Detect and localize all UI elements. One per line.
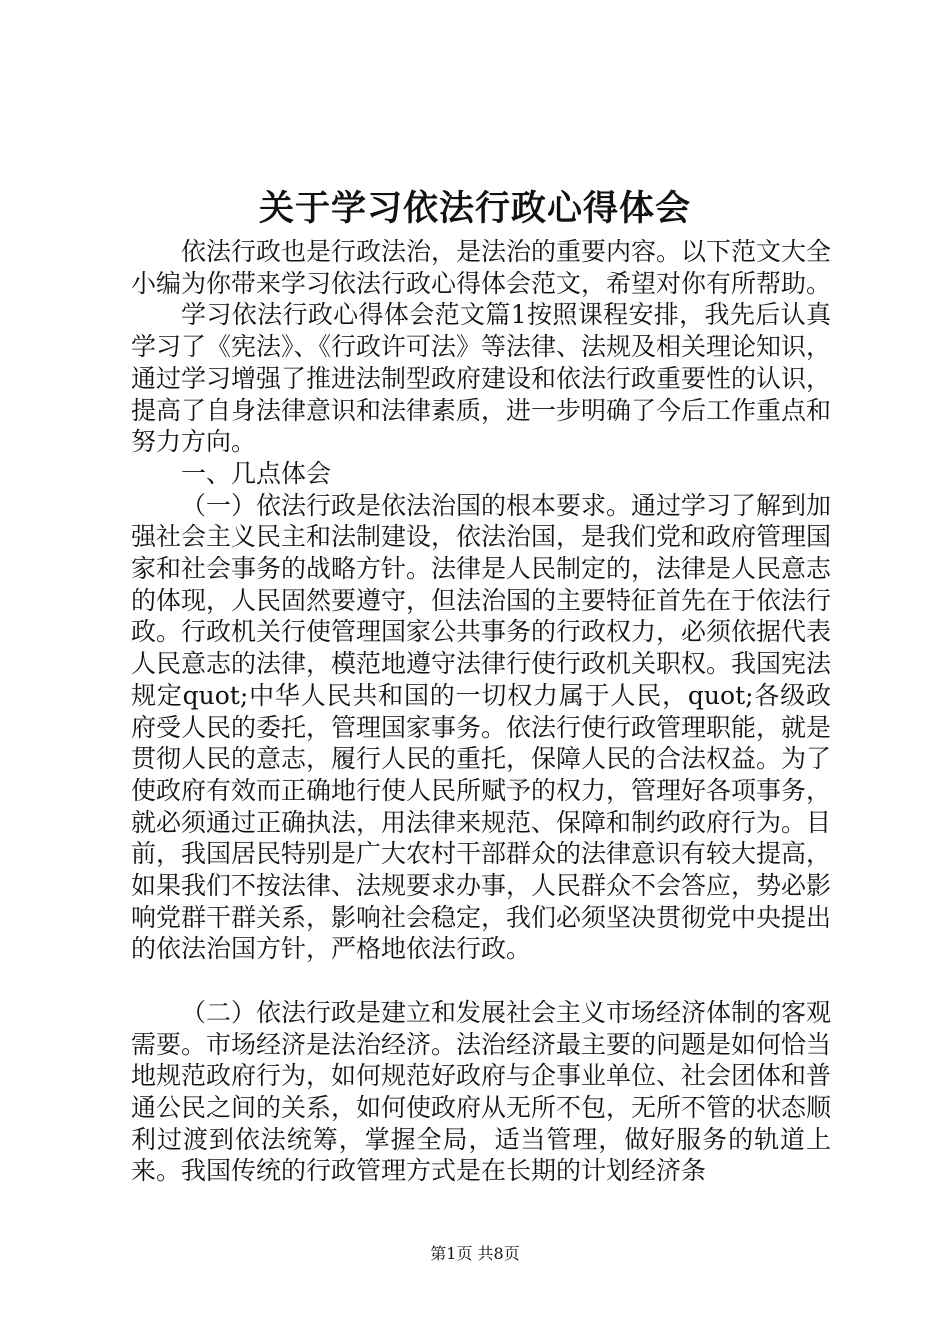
essay-opening-paragraph: 学习依法行政心得体会范文篇1按照课程安排，我先后认真学习了《宪法》、《行政许可法》等法律、法规及相关理论知识，通过学习增强了推进法制型政府建设和依法行政重要性的认识，提高了自身法律意识和法律素质，进一步明确了今后工作重点和努力方向。 [131, 300, 832, 457]
intro-paragraph: 依法行政也是行政法治，是法治的重要内容。以下范文大全小编为你带来学习依法行政心得体会范文，希望对你有所帮助。 [131, 237, 832, 298]
document-title: 关于学习依法行政心得体会 [258, 188, 691, 229]
document-body [131, 236, 831, 1187]
point-two-paragraph: （二）依法行政是建立和发展社会主义市场经济体制的客观需要。市场经济是法治经济。法治经济最主要的问题是如何恰当地规范政府行为，如何规范好政府与企事业单位、社会团体和普通公民之间的关系，如何使政府从无所不包，无所不管的状态顺利过渡到依法统筹，掌握全局，适当管理，做好服务的轨道上来。我国传统的行政管理方式是在长期的计划经济条 [131, 997, 832, 1186]
page-number-footer: 第1页 共8页 [430, 1244, 520, 1263]
section-heading: 一、几点体会 [181, 458, 332, 488]
point-one-paragraph: （一）依法行政是依法治国的根本要求。通过学习了解到加强社会主义民主和法制建设，依法治国，是我们党和政府管理国家和社会事务的战略方针。法律是人民制定的，法律是人民意志的体现，人民固然要遵守，但法治国的主要特征首先在于依法行政。行政机关行使管理国家公共事务的行政权力，必须依据代表人民意志的法律，模范地遵守法律行使行政机关职权。我国宪法规定quot;中华人民共和国的一切权力属于人民，quot;各级政府受人民的委托，管理国家事务。依法行使行政管理职能，就是贯彻人民的意志，履行人民的重托，保障人民的合法权益。为了使政府有效而正确地行使人民所赋予的权力，管理好各项事务，就必须通过正确执法，用法律来规范、保障和制约政府行为。目前，我国居民特别是广大农村干部群众的法律意识有较大提高，如果我们不按法律、法规要求办事，人民群众不会答应，势必影响党群干群关系，影响社会稳定，我们必须坚决贯彻党中央提出的依法治国方针，严格地依法行政。 [131, 490, 832, 964]
